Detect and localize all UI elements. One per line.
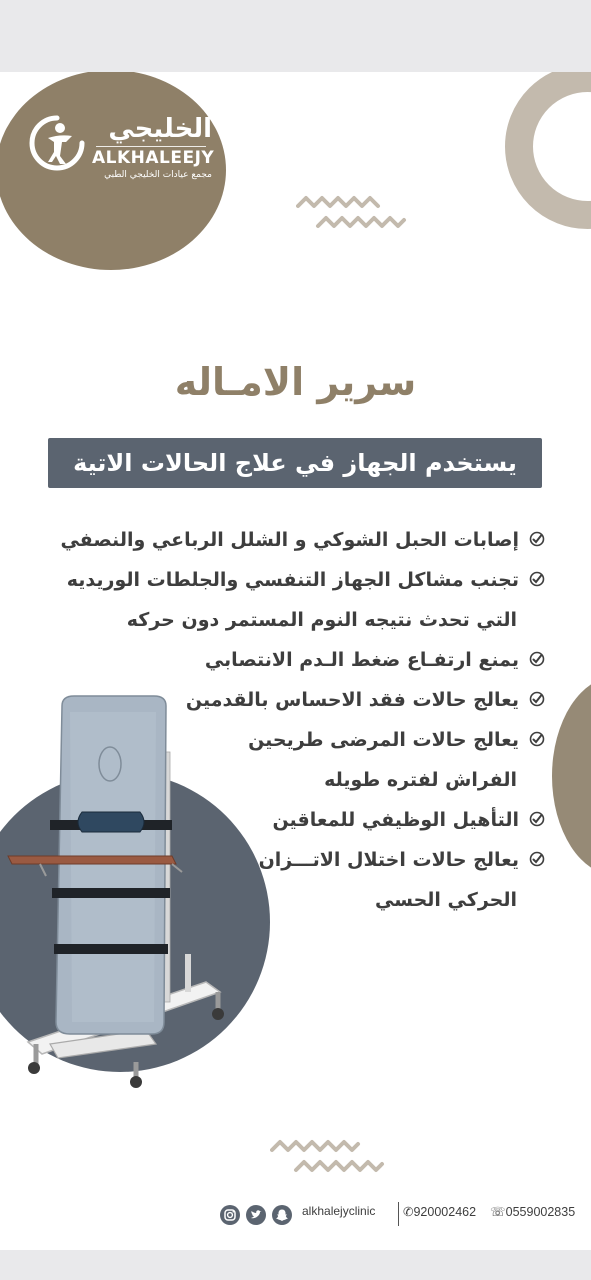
logo-mark-icon [26, 112, 88, 174]
clinic-logo [26, 112, 215, 202]
instagram-icon[interactable] [220, 1205, 240, 1225]
list-item-text: يعالج حالات المرضى طريحين [248, 729, 519, 751]
list-item-text: تجنب مشاكل الجهاز التنفسي والجلطات الوريديه [66, 569, 519, 591]
twitter-icon[interactable] [246, 1205, 266, 1225]
check-circle-icon [529, 531, 545, 547]
check-circle-icon [529, 571, 545, 587]
contact-footer [0, 1202, 591, 1232]
decorative-ring [505, 72, 591, 229]
list-item-text: يعالج حالات اختلال الاتـــزان [258, 849, 519, 871]
list-item-continuation: الحركي الحسي [375, 889, 517, 911]
check-circle-icon [529, 731, 545, 747]
phone-icon: ✆ [403, 1205, 414, 1219]
list-item-continuation: الفراش لفتره طويله [324, 769, 517, 791]
phone-contact[interactable] [403, 1204, 476, 1219]
list-item [25, 560, 545, 640]
whatsapp-contact[interactable] [490, 1204, 575, 1219]
whatsapp-number: 0559002835 [505, 1205, 576, 1219]
list-item [25, 520, 545, 560]
footer-divider [398, 1202, 399, 1226]
list-item [25, 640, 545, 680]
zigzag-decoration-bottom [270, 1136, 386, 1178]
zigzag-decoration-top [296, 194, 408, 234]
snapchat-icon[interactable] [272, 1205, 292, 1225]
check-circle-icon [529, 691, 545, 707]
logo-subtitle: مجمع عيادات الخليجي الطبي [104, 170, 212, 180]
check-circle-icon [529, 651, 545, 667]
social-handle[interactable]: alkhalejyclinic [302, 1204, 376, 1218]
phone-number: 920002462 [413, 1205, 477, 1219]
decorative-arc [552, 676, 591, 876]
whatsapp-icon: ☏ [490, 1205, 506, 1219]
list-item-continuation: التي تحدث نتيجه النوم المستمر دون حركه [126, 609, 517, 631]
list-item-text: التأهيل الوظيفي للمعاقين [272, 809, 519, 831]
list-item-text: يمنع ارتفـاع ضغط الـدم الانتصابي [204, 649, 519, 671]
logo-english-name: ALKHALEEJY [92, 148, 215, 168]
list-item-text: إصابات الحبل الشوكي و الشلل الرباعي والنصفي [60, 529, 519, 551]
logo-divider [96, 146, 206, 147]
check-circle-icon [529, 851, 545, 867]
check-circle-icon [529, 811, 545, 827]
list-item-text: يعالج حالات فقد الاحساس بالقدمين [185, 689, 519, 711]
subtitle-banner: يستخدم الجهاز في علاج الحالات الاتية [48, 438, 542, 488]
logo-arabic-name: الخليجي [108, 114, 212, 144]
poster-card [0, 72, 591, 1250]
page-title: سرير الامـاله [174, 360, 417, 404]
tilt-table-image [6, 692, 226, 1092]
